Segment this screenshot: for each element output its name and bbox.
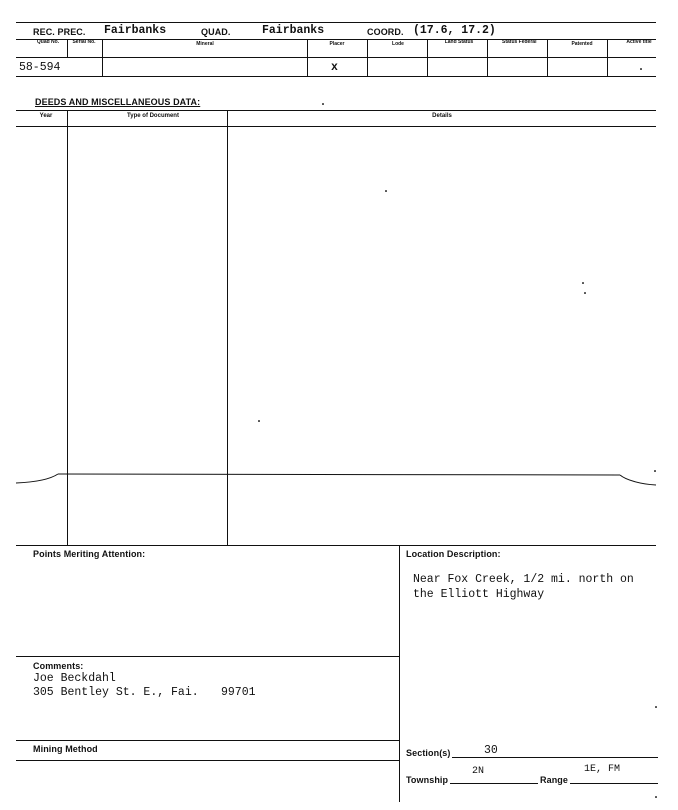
location-line-1: Near Fox Creek, 1/2 mi. north on [413, 573, 634, 586]
col-status-federal: Status Federal [502, 39, 537, 45]
coord-value: (17.6, 17.2) [413, 24, 496, 37]
location-line-2: the Elliott Highway [413, 588, 545, 601]
sections-label: Section(s) [406, 748, 451, 758]
col-land-status: Land Status [444, 39, 474, 45]
placer-mark: x [331, 61, 338, 74]
rec-prec-label: REC. PREC. [33, 27, 86, 37]
col-year: Year [39, 113, 53, 119]
col-details: Details [432, 113, 452, 119]
comments-line-1: Joe Beckdahl [33, 672, 116, 685]
col-active-title: Active title [626, 39, 652, 45]
col-lode: Lode [392, 41, 404, 47]
points-meriting-attention-label: Points Meriting Attention: [33, 549, 146, 559]
fold-line [0, 460, 678, 500]
scan-speck [654, 470, 656, 472]
scan-speck [582, 282, 584, 284]
mining-method-label: Mining Method [33, 744, 98, 754]
scan-speck [655, 706, 657, 708]
scan-speck [385, 190, 387, 192]
rec-prec-value: Fairbanks [104, 24, 167, 37]
township-value: 2N [472, 766, 485, 777]
range-value: 1E, FM [584, 764, 621, 775]
scan-speck [584, 292, 586, 294]
quad-label: QUAD. [201, 27, 231, 37]
scan-speck [322, 103, 324, 105]
col-placer: Placer [329, 41, 345, 47]
township-label: Township [406, 775, 449, 785]
deeds-title: DEEDS AND MISCELLANEOUS DATA: [35, 97, 201, 107]
col-type-of-document: Type of Document [127, 113, 179, 119]
sections-value: 30 [484, 744, 498, 757]
quad-no-value: 58-594 [19, 61, 61, 74]
comments-label: Comments: [33, 661, 84, 671]
scan-speck [655, 796, 657, 798]
comments-zip: 99701 [221, 686, 256, 699]
col-patented: Patented [571, 41, 593, 47]
quad-value: Fairbanks [262, 24, 325, 37]
col-quad-no: Quad No. [36, 39, 60, 45]
coord-label: COORD. [367, 27, 404, 37]
range-label: Range [540, 775, 569, 785]
scan-speck [640, 68, 642, 70]
scan-speck [258, 420, 260, 422]
col-mineral: Mineral [196, 41, 214, 47]
location-description-label: Location Description: [406, 549, 501, 559]
comments-line-2: 305 Bentley St. E., Fai. [33, 686, 199, 699]
col-serial-no: Serial No. [72, 39, 96, 45]
